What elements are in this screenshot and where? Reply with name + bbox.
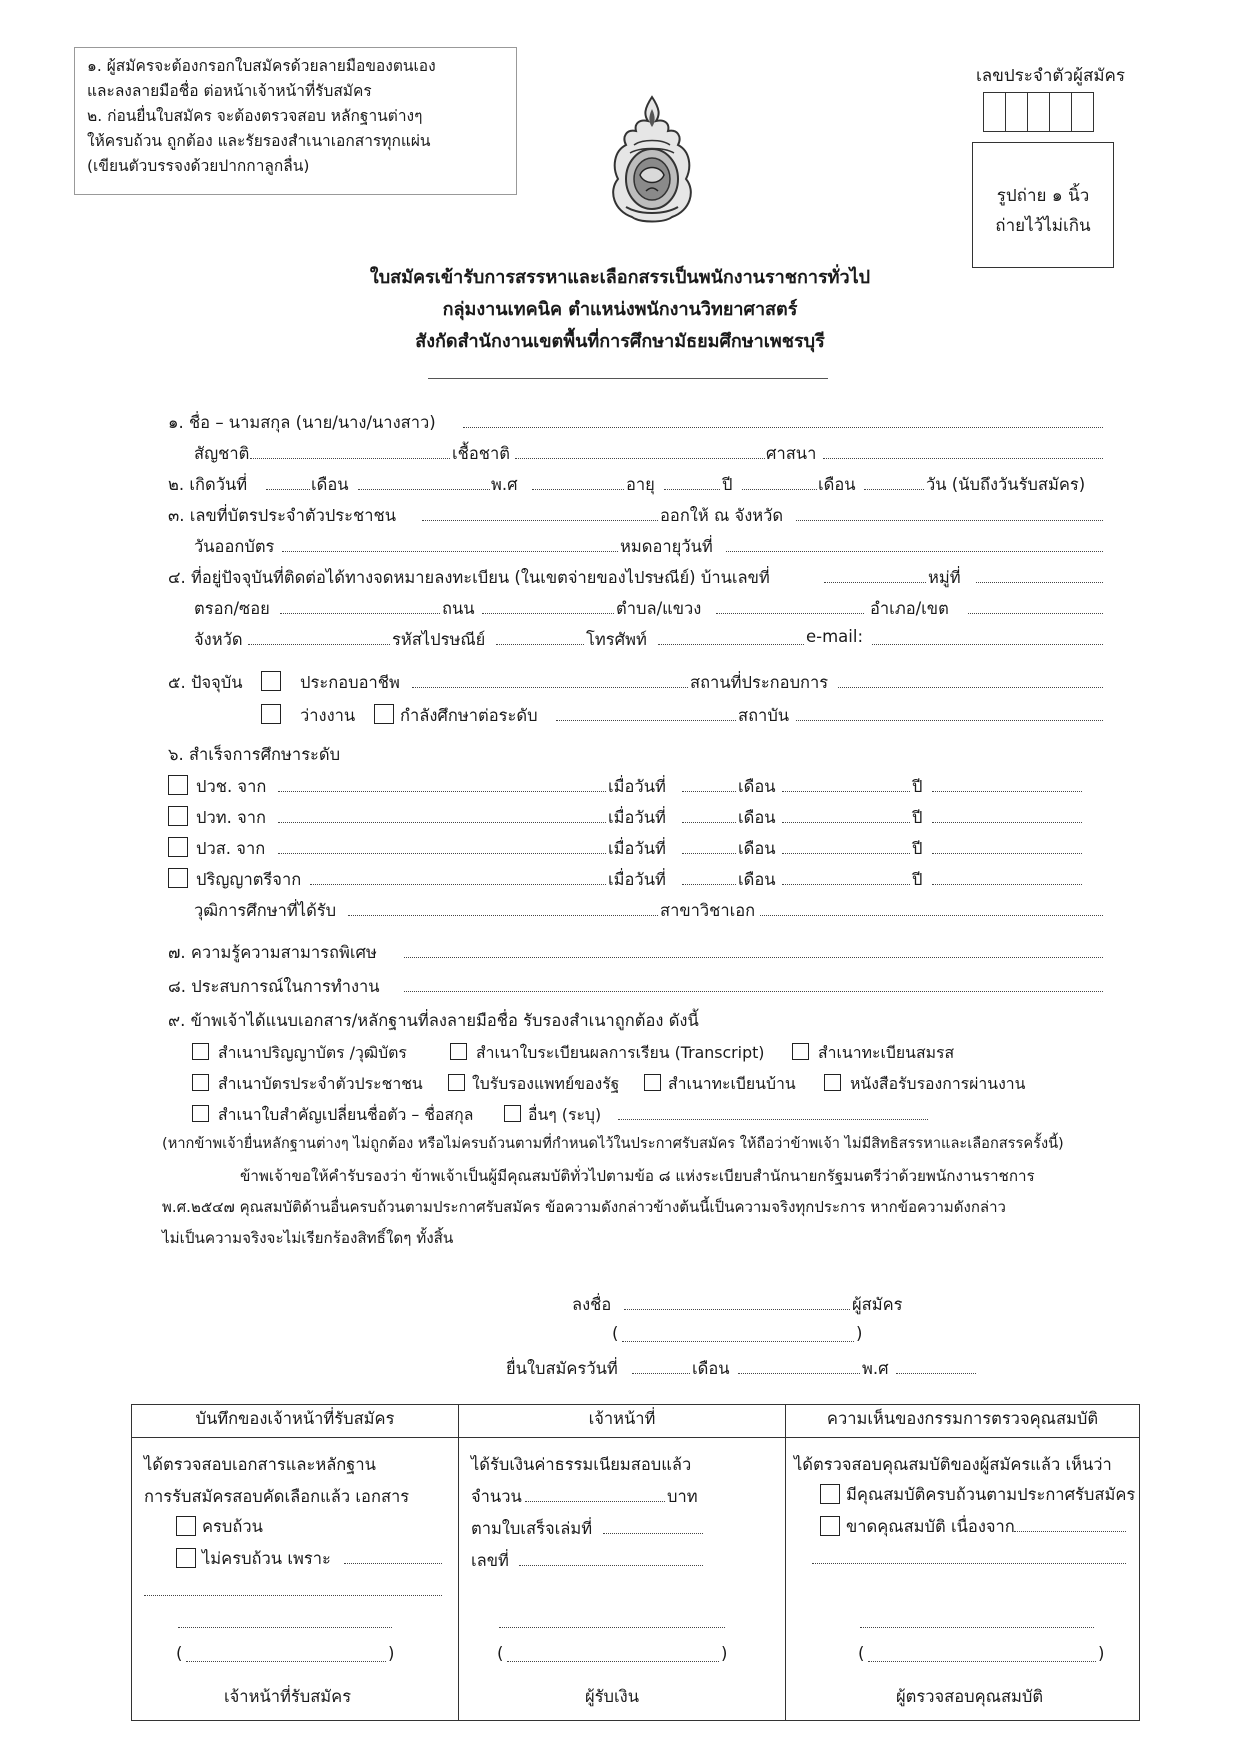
grad-date-label: เมื่อวันที่ <box>608 777 666 796</box>
section-5-occupation <box>0 670 1240 700</box>
education-level-checkbox[interactable] <box>168 837 188 857</box>
instruction-line: ๒. ก่อนยื่นใบสมัคร จะต้องตรวจสอบ หลักฐานต่างๆ <box>87 107 423 125</box>
amphoe-field[interactable] <box>968 613 1103 614</box>
open-paren: ( <box>176 1644 183 1663</box>
unqualified-reason-field[interactable] <box>812 1563 1126 1564</box>
education-level-checkbox[interactable] <box>168 775 188 795</box>
submit-year-label: พ.ศ <box>862 1359 889 1378</box>
skills-label: ๗. ความรู้ความสามารถพิเศษ <box>168 943 377 962</box>
close-paren: ) <box>1098 1644 1105 1663</box>
grad-month-label: เดือน <box>738 808 776 827</box>
idcard-label: ๓. เลขที่บัตรประจำตัวประชาชน <box>168 506 396 525</box>
road-field[interactable] <box>482 613 614 614</box>
committee-cell <box>786 1438 1140 1721</box>
age-months-label: เดือน <box>818 475 856 494</box>
section-5-unemployed <box>0 703 1240 733</box>
office-col-header: ความเห็นของกรรมการตรวจคุณสมบัติ <box>786 1405 1140 1438</box>
section-1-nationality <box>0 441 1240 471</box>
attachment-label: ใบรับรองแพทย์ของรัฐ <box>472 1074 620 1093</box>
applicant-id-boxes[interactable] <box>983 92 1094 132</box>
instruction-line: (เขียนตัวบรรจงด้วยปากกาลูกลื่น) <box>87 157 310 175</box>
section-9-heading <box>0 1008 1240 1038</box>
submit-month-label: เดือน <box>692 1359 730 1378</box>
applicant-label: ผู้สมัคร <box>852 1295 903 1314</box>
attachments-row-3 <box>0 1102 1240 1132</box>
cashier-role: ผู้รับเงิน <box>585 1687 639 1706</box>
age-days-label: วัน (นับถึงวันรับสมัคร) <box>926 475 1086 494</box>
obec-emblem-icon <box>604 95 700 227</box>
section-4-address <box>0 565 1240 595</box>
attachments-row-1 <box>0 1040 1240 1070</box>
age-years-field[interactable] <box>664 489 720 490</box>
attachment-label: สำเนาทะเบียนบ้าน <box>668 1074 796 1093</box>
expire-date-field[interactable] <box>726 551 1103 552</box>
id-digit-box[interactable] <box>1050 93 1072 131</box>
section-6-heading <box>0 742 1240 772</box>
grad-year-label: ปี <box>912 870 923 889</box>
workplace-label: สถานที่ประกอบการ <box>690 673 829 692</box>
form-agency: สังกัดสำนักงานเขตพื้นที่การศึกษามัธยมศึกษาเพชรบุรี <box>415 331 825 352</box>
id-digit-box[interactable] <box>1072 93 1093 131</box>
education-row <box>0 867 1240 897</box>
occupied-checkbox[interactable] <box>261 671 281 691</box>
unqualified-label: ขาดคุณสมบัติ เนื่องจาก <box>846 1517 1015 1536</box>
issue-date-label: วันออกบัตร <box>194 537 275 556</box>
section-1-name <box>0 410 1240 440</box>
photo-label: รูปถ่าย ๑ นิ้ว <box>996 186 1090 206</box>
form-title: ใบสมัครเข้ารับการสรรหาและเลือกสรรเป็นพนักงานราชการทั่วไป <box>369 267 871 288</box>
grad-day-field[interactable] <box>682 791 736 792</box>
instruction-line: และลงลายมือชื่อ ต่อหน้าเจ้าหน้าที่รับสมัคร <box>87 82 372 100</box>
receipt-number-label: เลขที่ <box>471 1551 509 1570</box>
declaration-warning: (หากข้าพเจ้ายื่นหลักฐานต่างๆ ไม่ถูกต้อง หรือไม่ครบถ้วนตามที่กำหนดไว้ในประกาศรับสมัคร ให้ถือว่าข้าพเจ้า ไม่มีสิทธิสรรหาและเลือกสรรครั้งนี้) <box>162 1135 1064 1152</box>
submit-day-field[interactable] <box>632 1373 690 1374</box>
tambon-label: ตำบล/แขวง <box>616 599 702 618</box>
grad-year-field[interactable] <box>932 853 1082 854</box>
section-7-skills <box>0 940 1240 970</box>
instruction-line: ให้ครบถ้วน ถูกต้อง และรัยรองสำเนาเอกสารทุกแผ่น <box>87 132 431 150</box>
race-field[interactable] <box>515 458 765 459</box>
education-level-label: ปวช. จาก <box>196 777 267 796</box>
declaration-line: ไม่เป็นความจริงจะไม่เรียกร้องสิทธิ์ใดๆ ทั้งสิ้น <box>162 1229 454 1247</box>
attachment-checkbox[interactable] <box>192 1043 209 1060</box>
name-label: ๑. ชื่อ – นามสกุล (นาย/นาง/นางสาว) <box>168 413 436 432</box>
attachment-checkbox[interactable] <box>448 1074 465 1091</box>
postcode-label: รหัสไปรษณีย์ <box>392 630 486 649</box>
age-label: อายุ <box>626 475 655 494</box>
section-8-experience <box>0 974 1240 1004</box>
address-label: ๔. ที่อยู่ปัจจุบันที่ติดต่อได้ทางจดหมายลงทะเบียน (ในเขตจ่ายของไปรษณีย์) บ้านเลขที่ <box>168 568 770 587</box>
attachment-checkbox[interactable] <box>792 1043 809 1060</box>
incomplete-reason-field[interactable] <box>344 1563 442 1564</box>
grad-date-label: เมื่อวันที่ <box>608 808 666 827</box>
birth-year-label: พ.ศ <box>491 475 518 494</box>
complete-checkbox[interactable] <box>176 1516 196 1536</box>
close-paren: ) <box>856 1324 863 1343</box>
grad-year-field[interactable] <box>932 822 1082 823</box>
cashier-name-field[interactable] <box>507 1661 719 1662</box>
attachment-checkbox[interactable] <box>192 1074 209 1091</box>
incomplete-label: ไม่ครบถ้วน เพราะ <box>202 1549 331 1568</box>
education-level-label: ปริญญาตรีจาก <box>196 870 302 889</box>
age-days-field[interactable] <box>864 489 924 490</box>
amount-label: จำนวน <box>471 1487 522 1506</box>
registrar-role: เจ้าหน้าที่รับสมัคร <box>224 1687 352 1706</box>
institution-field[interactable] <box>796 720 1103 721</box>
attachment-checkbox[interactable] <box>644 1074 661 1091</box>
attachment-label: อื่นๆ (ระบุ) <box>528 1105 602 1124</box>
soi-label: ตรอก/ซอย <box>194 599 270 618</box>
attachment-checkbox[interactable] <box>504 1105 521 1122</box>
grad-date-label: เมื่อวันที่ <box>608 870 666 889</box>
email-label: e-mail: <box>806 627 864 646</box>
grad-date-label: เมื่อวันที่ <box>608 839 666 858</box>
education-row <box>0 774 1240 804</box>
submit-year-field[interactable] <box>896 1373 976 1374</box>
baht-label: บาท <box>667 1487 698 1506</box>
phone-field[interactable] <box>658 644 804 645</box>
id-digit-box[interactable] <box>1006 93 1028 131</box>
grad-year-field[interactable] <box>932 884 1082 885</box>
grad-month-field[interactable] <box>782 791 910 792</box>
grad-day-field[interactable] <box>682 884 736 885</box>
qualified-checkbox[interactable] <box>820 1484 840 1504</box>
religion-field[interactable] <box>823 458 1103 459</box>
grad-day-field[interactable] <box>682 853 736 854</box>
cashier-signature-field[interactable] <box>499 1627 725 1628</box>
applicant-id-label: เลขประจำตัวผู้สมัคร <box>976 66 1126 86</box>
grad-month-field[interactable] <box>782 884 910 885</box>
grad-month-label: เดือน <box>738 777 776 796</box>
institution-label: สถาบัน <box>738 706 790 725</box>
amphoe-label: อำเภอ/เขต <box>870 599 949 618</box>
attachment-label: สำเนาปริญญาบัตร /วุฒิบัตร <box>218 1043 407 1062</box>
form-subtitle: กลุ่มงานเทคนิค ตำแหน่งพนักงานวิทยาศาสตร์ <box>442 299 798 320</box>
occupation-label: ประกอบอาชีพ <box>300 673 400 692</box>
grad-year-label: ปี <box>912 808 923 827</box>
cashier-cell <box>459 1438 786 1721</box>
cashier-text: ได้รับเงินค่าธรรมเนียมสอบแล้ว <box>471 1455 692 1474</box>
grad-year-label: ปี <box>912 839 923 858</box>
applicant-signature <box>0 1292 1240 1322</box>
study-level-field[interactable] <box>556 720 736 721</box>
birth-month-label: เดือน <box>311 475 349 494</box>
education-degree-row <box>0 898 1240 928</box>
signature-field[interactable] <box>624 1309 850 1310</box>
grad-year-field[interactable] <box>932 791 1082 792</box>
attachment-label: สำเนาใบระเบียนผลการเรียน (Transcript) <box>476 1043 765 1062</box>
religion-label: ศาสนา <box>766 444 817 463</box>
soi-field[interactable] <box>280 613 440 614</box>
issue-date-field[interactable] <box>282 551 618 552</box>
road-label: ถนน <box>442 599 475 618</box>
workplace-field[interactable] <box>838 687 1103 688</box>
skills-field[interactable] <box>404 957 1103 958</box>
studying-checkbox[interactable] <box>374 704 394 724</box>
idcard-number-field[interactable] <box>422 520 658 521</box>
unemployed-label: ว่างงาน <box>300 706 356 725</box>
photo-box[interactable] <box>972 142 1114 268</box>
education-institution-field[interactable] <box>278 853 606 854</box>
sign-label: ลงชื่อ <box>572 1295 612 1314</box>
expire-date-label: หมดอายุวันที่ <box>620 537 713 556</box>
grad-month-label: เดือน <box>738 839 776 858</box>
attachment-checkbox[interactable] <box>192 1105 209 1122</box>
section-2-birth <box>0 472 1240 502</box>
id-digit-box[interactable] <box>1028 93 1050 131</box>
incomplete-reason-field[interactable] <box>144 1595 442 1596</box>
moo-field[interactable] <box>976 582 1103 583</box>
unemployed-checkbox[interactable] <box>261 704 281 724</box>
nationality-label: สัญชาติ <box>194 444 250 463</box>
committee-text: ได้ตรวจสอบคุณสมบัติของผู้สมัครแล้ว เห็นว่า <box>794 1455 1112 1474</box>
registrar-text: การรับสมัครสอบคัดเลือกแล้ว เอกสาร <box>144 1487 410 1506</box>
phone-label: โทรศัพท์ <box>586 630 647 649</box>
birth-date-label: ๒. เกิดวันที่ <box>168 475 248 494</box>
education-row <box>0 836 1240 866</box>
birth-day-field[interactable] <box>266 489 310 490</box>
education-level-checkbox[interactable] <box>168 806 188 826</box>
declaration-line: ข้าพเจ้าขอให้คำรับรองว่า ข้าพเจ้าเป็นผู้มีคุณสมบัติทั่วไปตามข้อ ๘ แห่งระเบียบสำนักนายกรัฐมนตรีว่าด้วยพนักงานราชการ <box>240 1167 1035 1185</box>
applicant-printed-name <box>0 1324 1240 1354</box>
committee-role: ผู้ตรวจสอบคุณสมบัติ <box>896 1687 1044 1706</box>
age-years-label: ปี <box>722 475 733 494</box>
education-level-label: ปวส. จาก <box>196 839 266 858</box>
tambon-field[interactable] <box>716 613 864 614</box>
attachment-label: สำเนาบัตรประจำตัวประชาชน <box>218 1074 423 1093</box>
printed-name-field[interactable] <box>622 1341 854 1342</box>
unqualified-reason-field[interactable] <box>1014 1531 1126 1532</box>
attachment-checkbox[interactable] <box>824 1074 841 1091</box>
attachment-checkbox[interactable] <box>450 1043 467 1060</box>
office-col-header: บันทึกของเจ้าหน้าที่รับสมัคร <box>132 1405 459 1438</box>
amount-field[interactable] <box>525 1501 665 1502</box>
open-paren: ( <box>858 1644 865 1663</box>
postcode-field[interactable] <box>496 644 584 645</box>
major-field[interactable] <box>760 915 1103 916</box>
submission-date <box>0 1356 1240 1386</box>
occupation-field[interactable] <box>412 687 688 688</box>
degree-label: วุฒิการศึกษาที่ได้รับ <box>194 901 337 920</box>
studying-label: กำลังศึกษาต่อระดับ <box>400 706 538 725</box>
major-label: สาขาวิชาเอก <box>660 901 756 920</box>
race-label: เชื้อชาติ <box>452 444 510 463</box>
other-attachment-field[interactable] <box>618 1119 928 1120</box>
section-4-street <box>0 596 1240 626</box>
education-heading: ๖. สำเร็จการศึกษาระดับ <box>168 745 341 764</box>
issued-province-label: ออกให้ ณ จังหวัด <box>660 506 784 525</box>
experience-label: ๘. ประสบการณ์ในการทำงาน <box>168 977 380 996</box>
declaration-line: พ.ศ.๒๕๔๗ คุณสมบัติด้านอื่นครบถ้วนตามประกาศรับสมัคร ข้อความดังกล่าวข้างต้นนี้เป็นความจริงทุกประการ หากข้อความดังกล่าว <box>162 1198 1006 1216</box>
title-rule <box>428 378 828 379</box>
section-3-dates <box>0 534 1240 564</box>
education-level-checkbox[interactable] <box>168 868 188 888</box>
grad-month-field[interactable] <box>782 822 910 823</box>
attachments-row-2 <box>0 1071 1240 1101</box>
qualified-label: มีคุณสมบัติครบถ้วนตามประกาศรับสมัคร <box>846 1485 1136 1504</box>
house-number-field[interactable] <box>824 582 926 583</box>
birth-year-field[interactable] <box>532 489 624 490</box>
office-col-header: เจ้าหน้าที่ <box>459 1405 786 1438</box>
education-level-label: ปวท. จาก <box>196 808 267 827</box>
email-field[interactable] <box>872 644 1103 645</box>
receipt-number-field[interactable] <box>519 1565 703 1566</box>
registrar-signature-field[interactable] <box>178 1627 392 1628</box>
receipt-book-label: ตามใบเสร็จเล่มที่ <box>471 1519 593 1538</box>
nationality-field[interactable] <box>250 458 450 459</box>
submit-date-label: ยื่นใบสมัครวันที่ <box>506 1359 618 1378</box>
province-label: จังหวัด <box>194 630 243 649</box>
committee-name-field[interactable] <box>868 1661 1096 1662</box>
province-field[interactable] <box>248 644 390 645</box>
moo-label: หมู่ที่ <box>928 568 961 587</box>
committee-signature-field[interactable] <box>860 1627 1094 1628</box>
registrar-text: ได้ตรวจสอบเอกสารและหลักฐาน <box>144 1455 376 1474</box>
name-field[interactable] <box>463 427 1103 428</box>
close-paren: ) <box>721 1644 728 1663</box>
open-paren: ( <box>497 1644 504 1663</box>
education-row <box>0 805 1240 835</box>
id-digit-box[interactable] <box>984 93 1006 131</box>
attachments-heading: ๙. ข้าพเจ้าได้แนบเอกสาร/หลักฐานที่ลงลายมือชื่อ รับรองสำเนาถูกต้อง ดังนี้ <box>168 1011 699 1030</box>
issued-province-field[interactable] <box>796 520 1103 521</box>
registrar-name-field[interactable] <box>186 1661 386 1662</box>
grad-month-field[interactable] <box>782 853 910 854</box>
incomplete-checkbox[interactable] <box>176 1548 196 1568</box>
unqualified-checkbox[interactable] <box>820 1516 840 1536</box>
close-paren: ) <box>388 1644 395 1663</box>
education-institution-field[interactable] <box>278 791 606 792</box>
current-status-label: ๕. ปัจจุบัน <box>168 673 243 692</box>
education-institution-field[interactable] <box>278 822 606 823</box>
complete-label: ครบถ้วน <box>202 1517 263 1536</box>
degree-field[interactable] <box>348 915 658 916</box>
experience-field[interactable] <box>404 991 1103 992</box>
office-use-table <box>131 1404 1140 1721</box>
grad-month-label: เดือน <box>738 870 776 889</box>
registrar-cell <box>132 1438 459 1721</box>
attachment-label: สำเนาใบสำคัญเปลี่ยนชื่อตัว – ชื่อสกุล <box>218 1105 474 1124</box>
instruction-line: ๑. ผู้สมัครจะต้องกรอกใบสมัครด้วยลายมือของตนเอง <box>87 57 436 75</box>
education-institution-field[interactable] <box>310 884 606 885</box>
attachment-label: หนังสือรับรองการผ่านงาน <box>850 1074 1026 1093</box>
section-4-province <box>0 627 1240 657</box>
open-paren: ( <box>612 1324 619 1343</box>
instructions-box <box>74 47 517 195</box>
age-months-field[interactable] <box>742 489 817 490</box>
attachment-label: สำเนาทะเบียนสมรส <box>818 1043 955 1062</box>
grad-year-label: ปี <box>912 777 923 796</box>
section-3-idcard <box>0 503 1240 533</box>
receipt-book-field[interactable] <box>603 1533 703 1534</box>
submit-month-field[interactable] <box>738 1373 860 1374</box>
birth-month-field[interactable] <box>358 489 490 490</box>
photo-label: ถ่ายไว้ไม่เกิน <box>995 216 1091 236</box>
grad-day-field[interactable] <box>682 822 736 823</box>
